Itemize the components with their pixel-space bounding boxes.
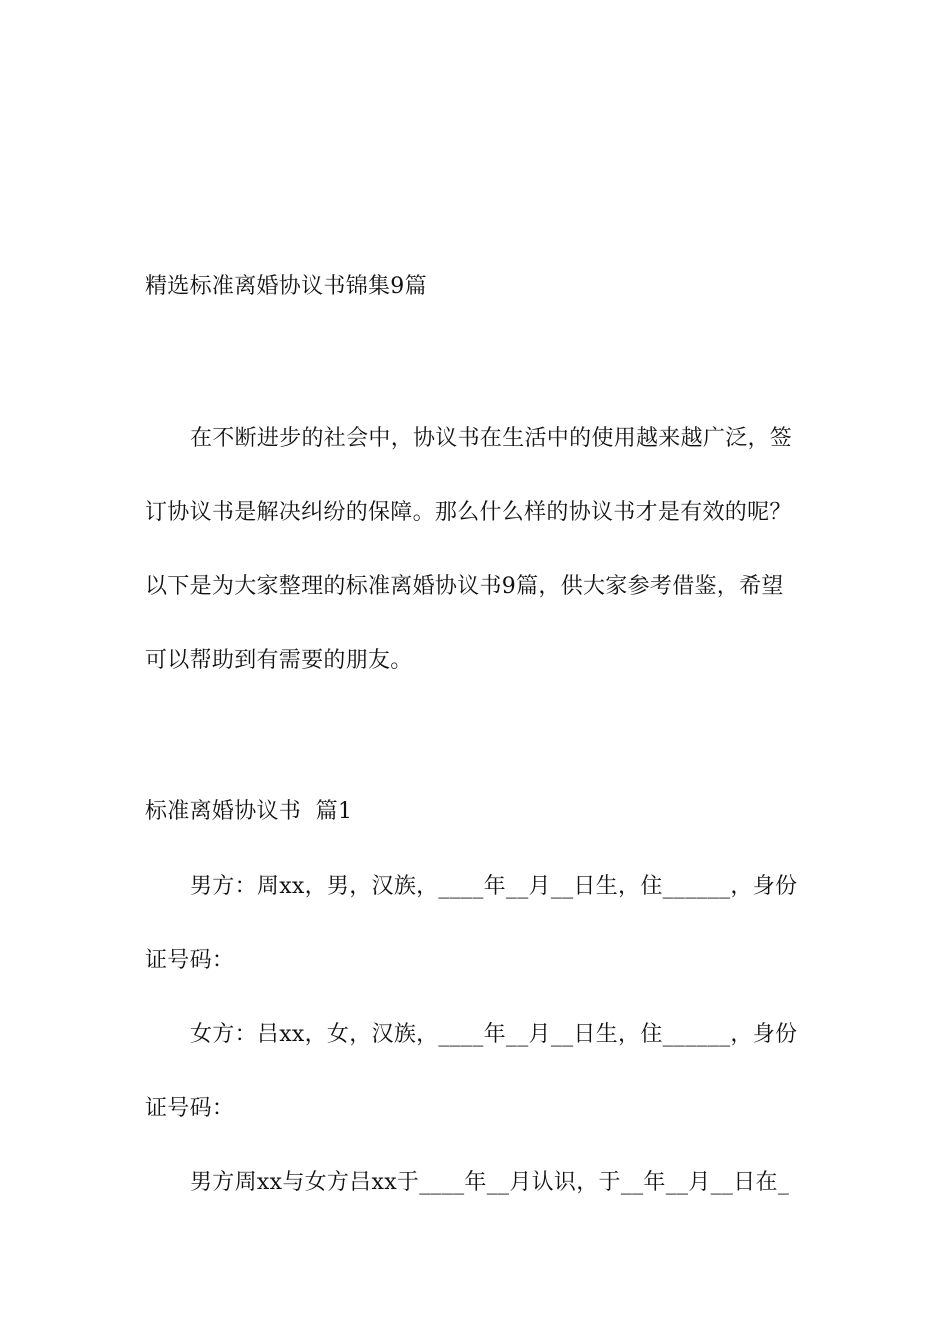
intro-line-3: 以下是为大家整理的标准离婚协议书9篇，供大家参考借鉴，希望 xyxy=(145,574,784,599)
body-line-2: 证号码： xyxy=(145,948,235,973)
document-title: 精选标准离婚协议书锦集9篇 xyxy=(145,274,427,299)
intro-line-1: 在不断进步的社会中，协议书在生活中的使用越来越广泛，签 xyxy=(190,426,793,451)
intro-line-2: 订协议书是解决纠纷的保障。那么什么样的协议书才是有效的呢？ xyxy=(145,500,792,525)
body-line-4: 证号码： xyxy=(145,1096,235,1121)
body-line-3: 女方：吕xx，女，汉族，____年__月__日生，住______，身份 xyxy=(190,1022,798,1047)
section-heading: 标准离婚协议书 篇1 xyxy=(145,799,353,824)
body-line-1: 男方：周xx，男，汉族，____年__月__日生，住______，身份 xyxy=(190,874,798,899)
intro-line-4: 可以帮助到有需要的朋友。 xyxy=(145,648,413,673)
body-line-5: 男方周xx与女方吕xx于____年__月认识，于__年__月__日在_ xyxy=(190,1170,790,1195)
